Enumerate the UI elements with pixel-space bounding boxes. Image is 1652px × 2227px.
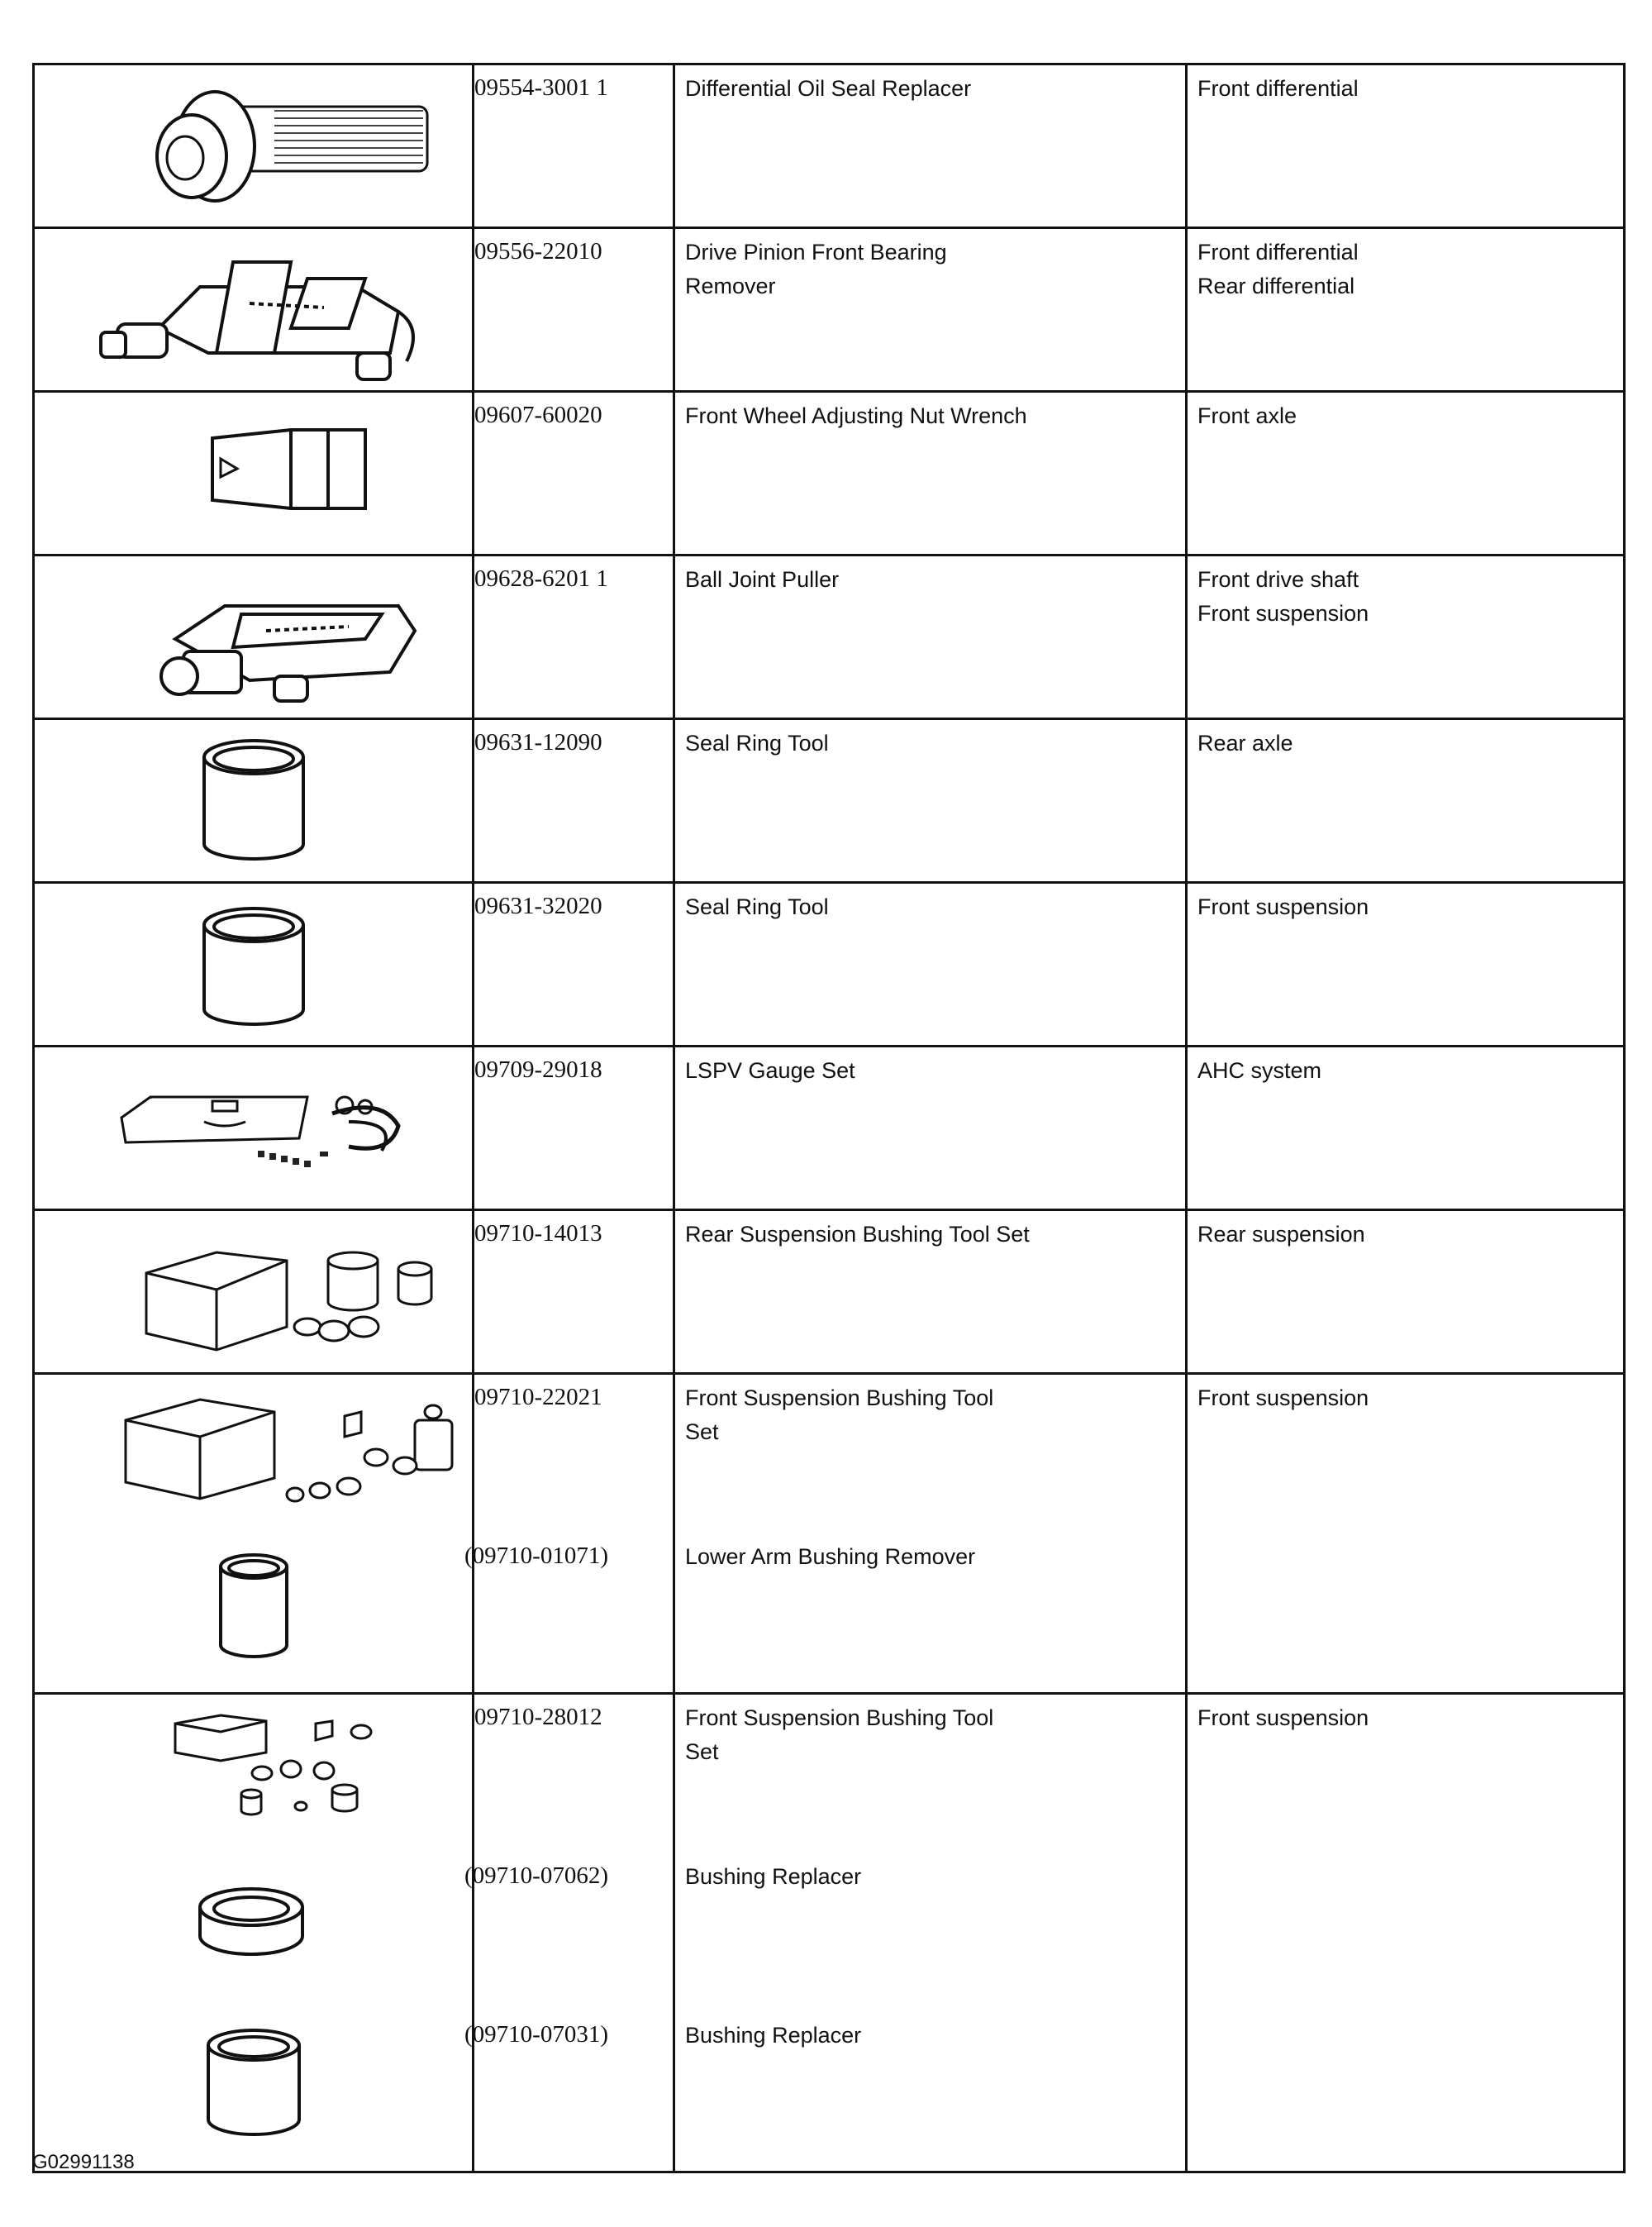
usage: Front axle [1197,403,1297,428]
part-number: 09631-32020 [474,893,602,919]
table-row [34,883,1625,1047]
illustration-cell [34,719,474,883]
ball-joint-puller-drawing [35,556,474,713]
table-row [34,556,1625,719]
bushing-tool-set-drawing [35,1211,474,1368]
part-number: 09554-3001 1 [474,74,608,101]
part-number: 09710-22021 [474,1384,602,1410]
table-row [34,64,1625,228]
tool-name: Front Wheel Adjusting Nut Wrench [685,403,1027,428]
usage: Front suspension [1197,1385,1369,1410]
part-number: (09710-01071) [464,1543,608,1569]
part-number: 09710-14013 [474,1220,602,1247]
illustration-cell [34,392,474,556]
part-number: 09631-12090 [474,729,602,756]
illustration-cell [34,1210,474,1374]
part-number: (09710-07031) [464,2021,608,2048]
seal-ring-tool-drawing [35,720,474,877]
bushing-tool-set-drawing [35,1375,474,1533]
tool-name: Bushing Replacer [685,1864,862,1889]
figure-id: G02991138 [32,2151,135,2173]
nut-wrench-drawing [35,393,474,550]
table-row [34,719,1625,883]
illustration-cell [34,1694,474,2172]
table-row [34,1047,1625,1210]
tool-name: Front Suspension Bushing Tool Set [685,1705,994,1764]
usage: AHC system [1197,1058,1322,1083]
usage: Front drive shaft Front suspension [1197,567,1369,626]
part-number: 09556-22010 [474,238,602,265]
table-row [34,228,1625,392]
tool-name: Rear Suspension Bushing Tool Set [685,1222,1030,1247]
table-row [34,1374,1625,1694]
tool-name: Lower Arm Bushing Remover [685,1544,976,1569]
tool-name: Differential Oil Seal Replacer [685,76,972,101]
part-number: 09628-6201 1 [474,565,608,592]
illustration-cell [34,64,474,228]
tool-name: LSPV Gauge Set [685,1058,855,1083]
illustration-cell [34,1374,474,1694]
tool-name: Drive Pinion Front Bearing Remover [685,240,947,298]
usage: Front suspension [1197,894,1369,919]
illustration-cell [34,883,474,1047]
usage: Front differential [1197,76,1359,101]
table-row [34,392,1625,556]
usage: Front suspension [1197,1705,1369,1730]
part-number: 09709-29018 [474,1056,602,1083]
tool-name: Seal Ring Tool [685,731,829,756]
bushing-replacer-drawing [35,2012,474,2171]
seal-ring-tool-drawing [35,884,474,1041]
table-row [34,1210,1625,1374]
illustration-cell [34,556,474,719]
tool-name: Front Suspension Bushing Tool Set [685,1385,994,1444]
illustration-cell [34,1047,474,1210]
special-tools-table [32,63,1626,2173]
usage: Rear suspension [1197,1222,1365,1247]
tool-name: Bushing Replacer [685,2023,862,2048]
bushing-remover-drawing [35,1533,474,1692]
part-number: (09710-07062) [464,1862,608,1889]
usage: Rear axle [1197,731,1293,756]
table-row [34,1694,1625,2172]
bushing-tool-set-drawing [35,1695,474,1853]
bushing-replacer-ring-drawing [35,1853,474,2012]
tool-name: Seal Ring Tool [685,894,829,919]
gauge-set-drawing [35,1047,474,1204]
bearing-remover-drawing [35,229,474,386]
part-number: 09710-28012 [474,1704,602,1730]
tool-name: Ball Joint Puller [685,567,840,592]
part-number: 09607-60020 [474,402,602,428]
oil-seal-replacer-drawing [35,65,474,222]
illustration-cell [34,228,474,392]
usage: Front differential Rear differential [1197,240,1359,298]
